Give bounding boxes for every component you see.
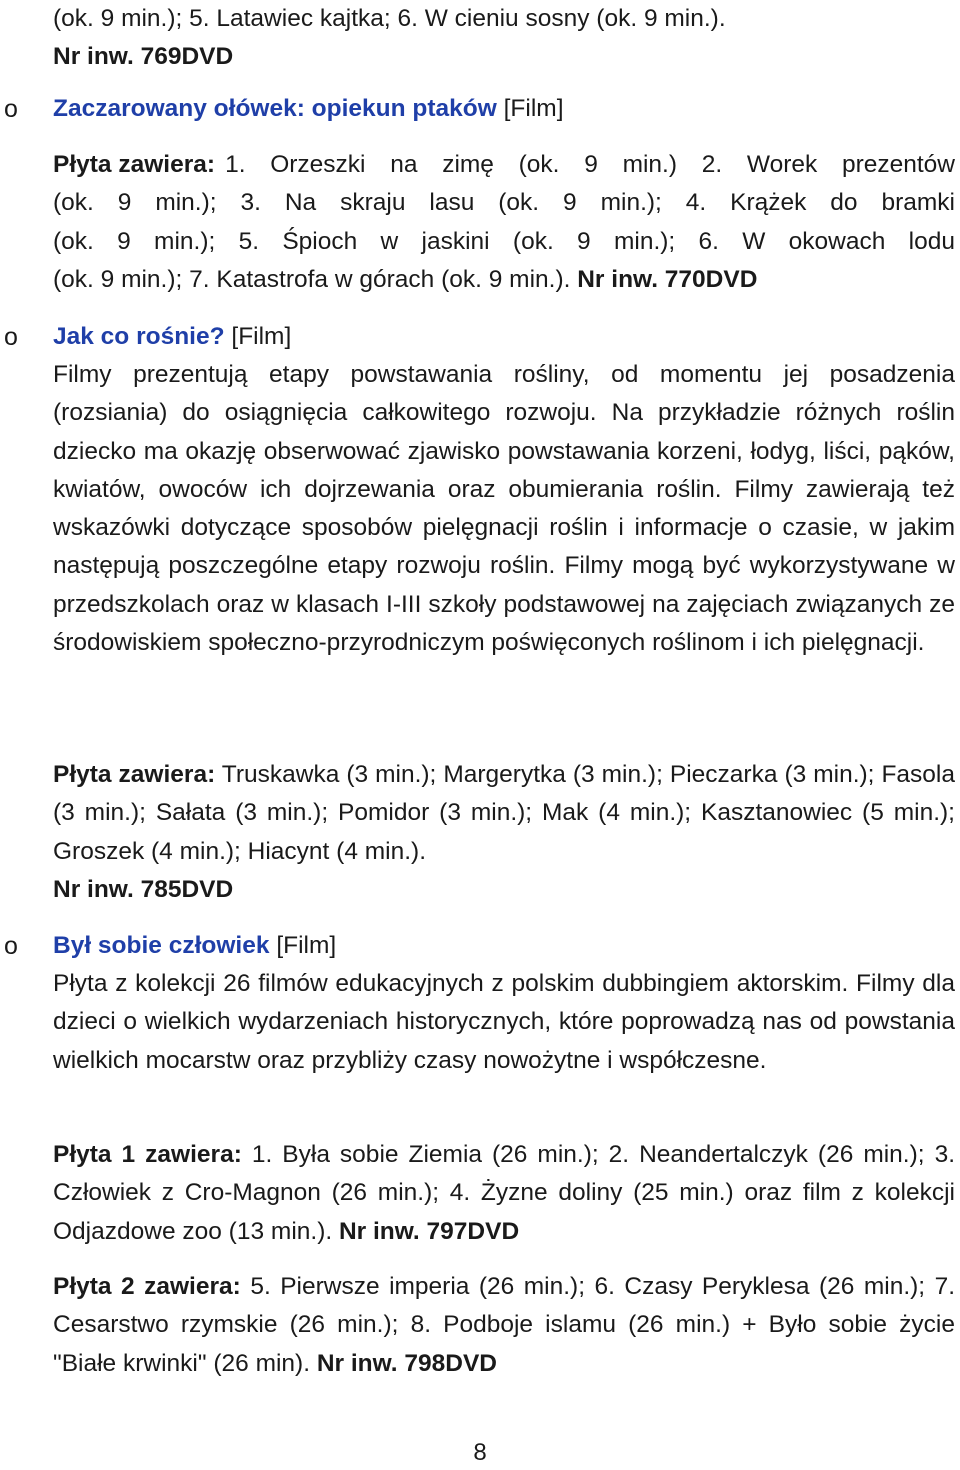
item-contents bbox=[53, 756, 955, 909]
continuation-paragraph bbox=[53, 0, 955, 77]
list-bullet: o bbox=[4, 95, 18, 123]
list-bullet: o bbox=[4, 932, 18, 960]
item-heading bbox=[53, 90, 955, 128]
item-contents bbox=[53, 146, 955, 299]
list-bullet: o bbox=[4, 323, 18, 351]
contents-line: (ok. 9 min.); 5. Śpioch w jaskini (ok. 9 min.); 6. W okowach lodu bbox=[53, 227, 955, 255]
contents-line bbox=[53, 146, 955, 184]
item-inventory-number: Nr inw. 785DVD bbox=[53, 875, 234, 903]
continuation-inventory-number: Nr inw. 769DVD bbox=[53, 43, 234, 71]
contents-label: Płyta zawiera: bbox=[53, 761, 216, 788]
contents-text: (ok. 9 min.); 7. Katastrofa w górach (ok. 9 min.). bbox=[53, 265, 571, 293]
disc-2-text: 5. Pierwsze imperia (26 min.); 6. Czasy Peryklesa (26 min.); 7. Cesarstwo rzymskie (26 min.); 8. Podboje islamu (26 min.) + Było sobie życie "Białe krwinki" (26 min). bbox=[53, 1273, 956, 1377]
continuation-line: (ok. 9 min.); 5. Latawiec kajtka; 6. W cieniu sosny (ok. 9 min.). bbox=[53, 5, 726, 32]
disc-2-contents bbox=[53, 1268, 955, 1383]
item-title: Zaczarowany ołówek: opiekun ptaków bbox=[53, 95, 497, 122]
disc-1-text: 1. Była sobie Ziemia (26 min.); 2. Neandertalczyk (26 min.); 3. Człowiek z Cro-Magnon (26 min.); 4. Żyzne doliny (25 min.) oraz film z kolekcji Odjazdowe zoo (13 min.). bbox=[53, 1141, 955, 1245]
page-number: 8 bbox=[473, 1439, 487, 1466]
item-heading bbox=[53, 318, 955, 356]
disc-2-label: Płyta 2 zawiera: bbox=[53, 1273, 241, 1300]
item-description: Filmy prezentują etapy powstawania rośliny, od momentu jej posadzenia (rozsiania) do osiągnięcia całkowitego rozwoju. Na przykładzie różnych roślin dziecko ma okazję obserwować zjawisko powstawania korzeni, łodyg, liści, pąków, kwiatów, owoców ich dojrzewania oraz obumierania roślin. Filmy zawierają też wskazówki dotyczące sposobów pielęgnacji roślin i informacje o czasie, w jakim następują poszczególne etapy rozwoju roślin. Filmy mogą być wykorzystywane w przedszkolach oraz w klasach I-III szkoły podstawowej na zajęciach związanych ze środowiskiem społeczno-przyrodniczym poświęconych roślinom i ich pielęgnacji. bbox=[53, 361, 955, 657]
contents-line bbox=[53, 261, 955, 299]
item-title: Jak co rośnie? bbox=[53, 323, 225, 350]
contents-label: Płyta zawiera: bbox=[53, 151, 216, 178]
disc-1-label: Płyta 1 zawiera: bbox=[53, 1141, 242, 1168]
item-type: [Film] bbox=[231, 323, 292, 350]
contents-text: Truskawka (3 min.); Margerytka (3 min.); Pieczarka (3 min.); Fasola (3 min.); Sałata (3 min.); Pomidor (3 min.); Mak (4 min.); Kasztanowiec (5 min.); Groszek (4 min.); Hiacynt (4 min.). bbox=[53, 761, 955, 865]
disc-1-contents bbox=[53, 1136, 955, 1251]
item-heading bbox=[53, 927, 955, 965]
contents-line: (ok. 9 min.); 3. Na skraju lasu (ok. 9 min.); 4. Krążek do bramki bbox=[53, 189, 955, 217]
item-type: [Film] bbox=[503, 95, 564, 122]
disc-1-inventory-number: Nr inw. 797DVD bbox=[338, 1217, 520, 1245]
item-type: [Film] bbox=[276, 932, 337, 959]
disc-2-inventory-number: Nr inw. 798DVD bbox=[316, 1349, 498, 1377]
item-description: Płyta z kolekcji 26 filmów edukacyjnych z polskim dubbingiem aktorskim. Filmy dla dzieci o wielkich wydarzeniach historycznych, które poprowadzą nas od powstania wielkich mocarstw oraz przybliży czasy nowożytne i współczesne. bbox=[53, 970, 955, 1074]
contents-text: 1. Orzeszki na zimę (ok. 9 min.) 2. Worek prezentów bbox=[225, 151, 955, 178]
item-title: Był sobie człowiek bbox=[53, 932, 270, 959]
item-inventory-number: Nr inw. 770DVD bbox=[577, 265, 758, 293]
